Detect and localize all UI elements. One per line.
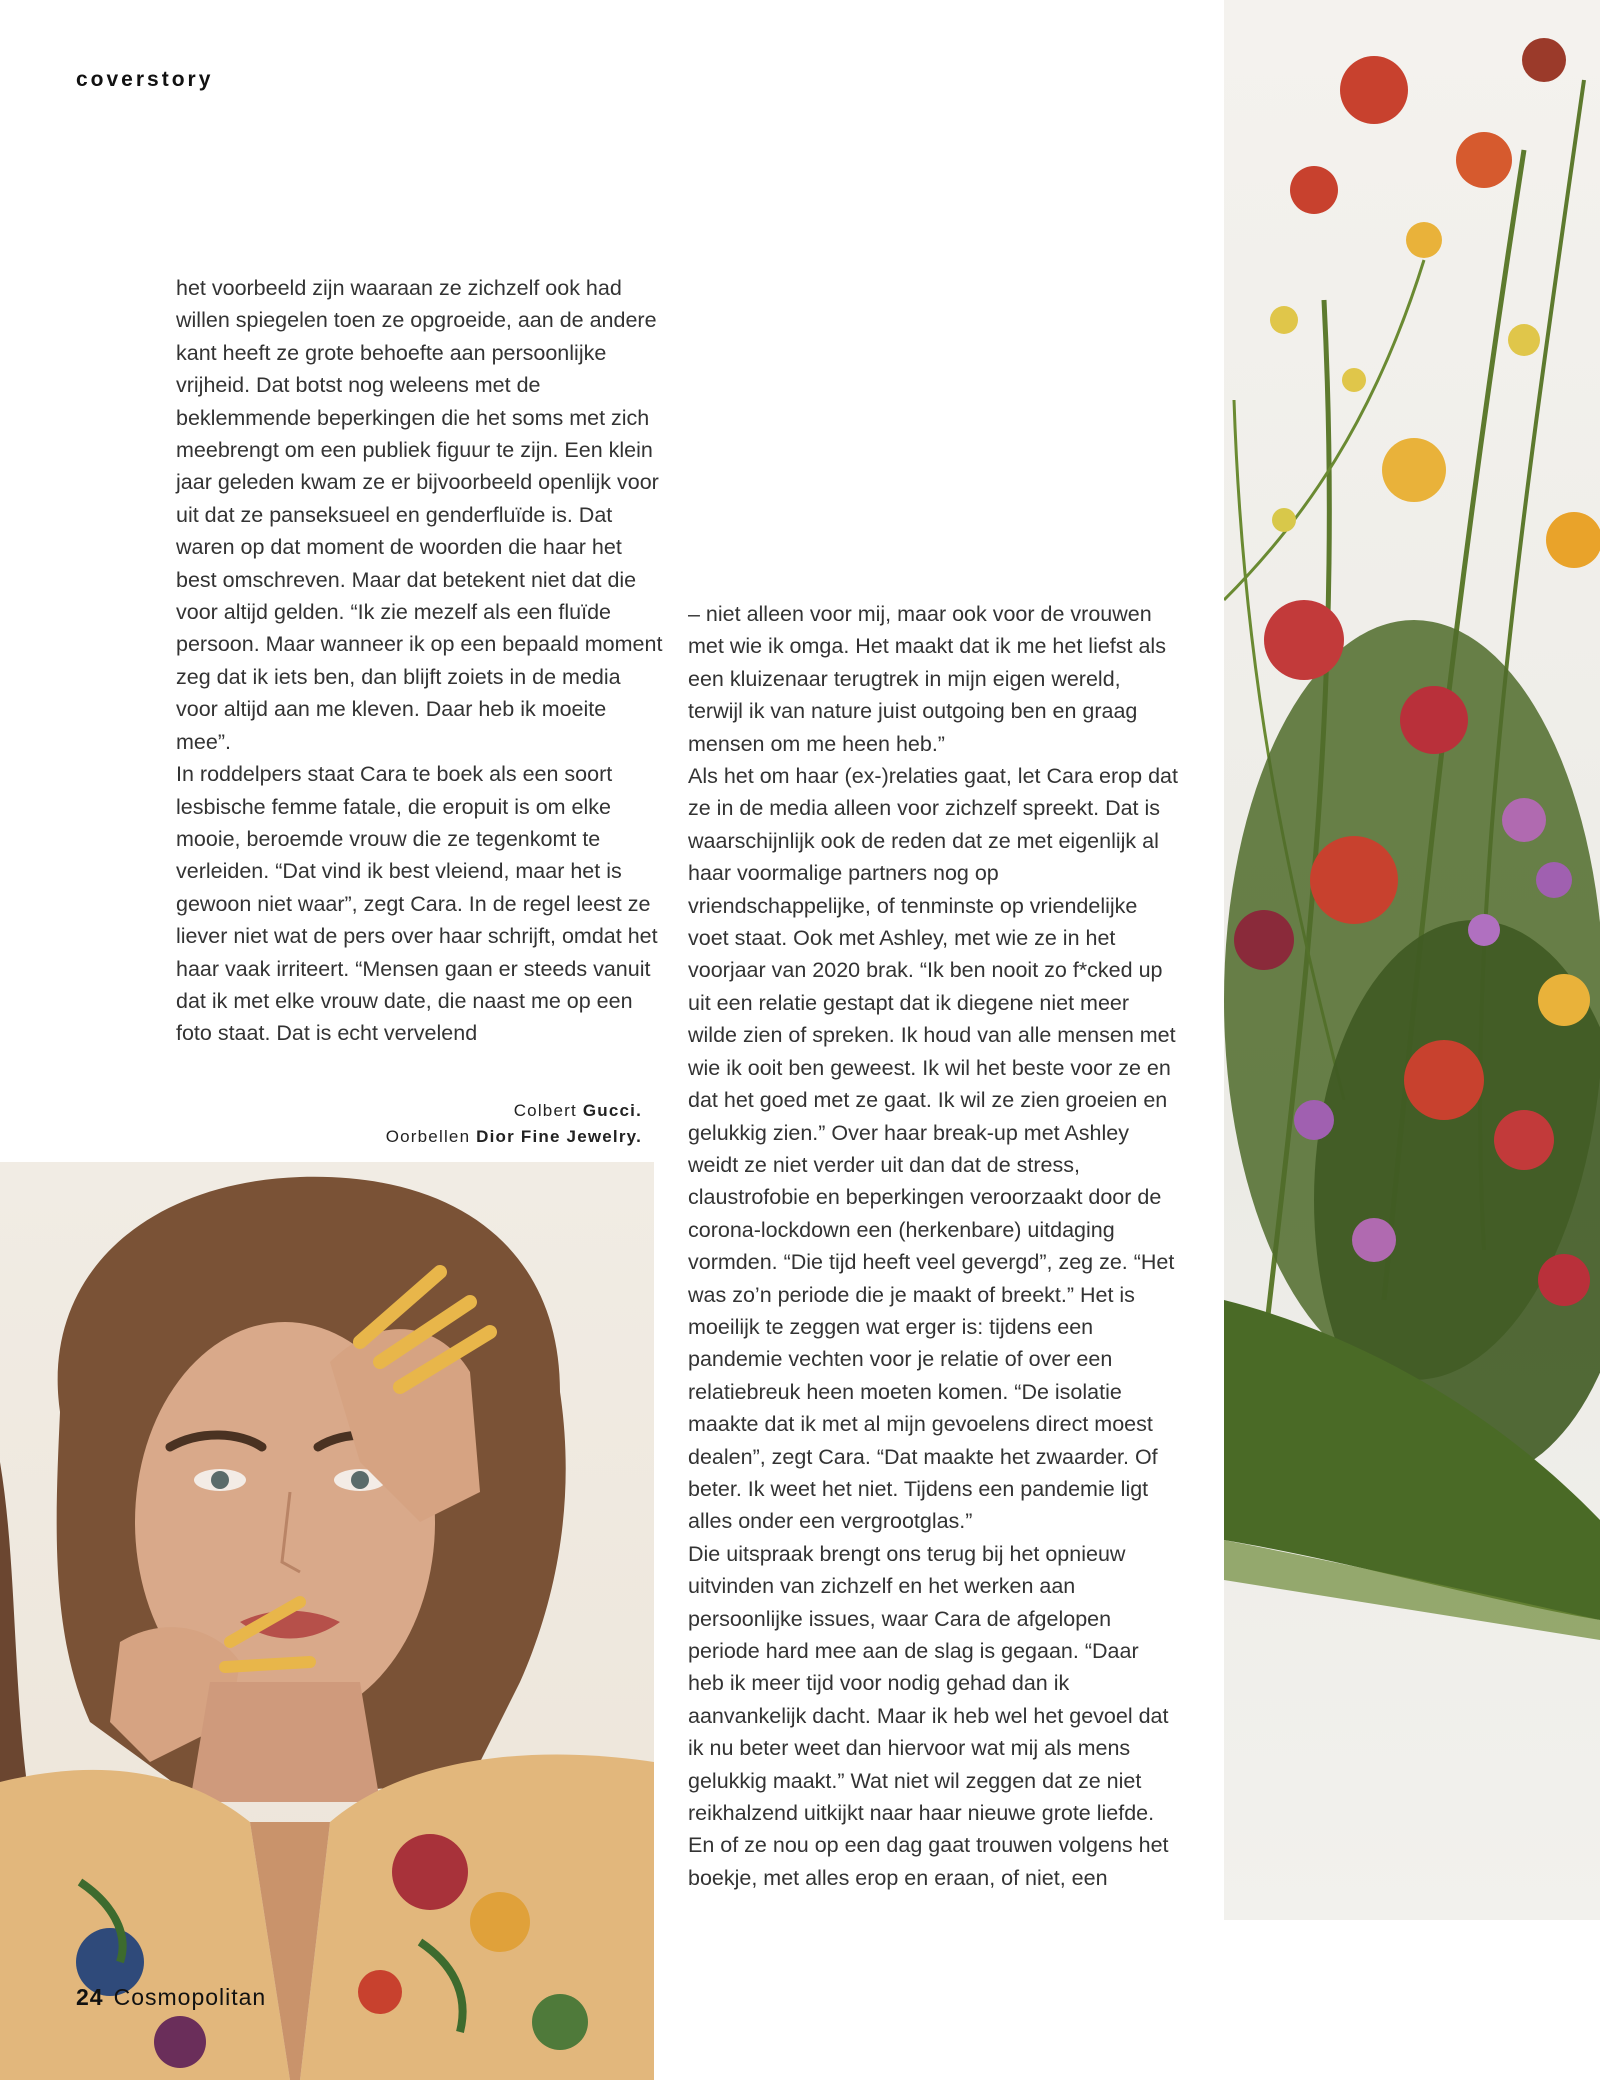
flower-arrangement-photo — [1224, 0, 1600, 1920]
article-column-left — [176, 272, 666, 1050]
article-column-right — [688, 598, 1180, 1894]
caption-line-jacket: Colbert Gucci. — [513, 1101, 642, 1120]
article-paragraph: het voorbeeld zijn waaraan ze zichzelf ook had willen spiegelen toen ze opgroeide, aan de andere kant heeft ze grote behoefte aan persoonlijke vrijheid. Dat botst nog weleens met de beklemmende beperkingen die het soms met zich meebrengt om een publiek figuur te zijn. Een klein jaar geleden kwam ze er bijvoorbeeld openlijk voor uit dat ze panseksueel en genderfluïde is. Dat waren op dat moment de woorden die haar het best omschreven. Maar dat betekent niet dat die voor altijd gelden. “Ik zie mezelf als een fluïde persoon. Maar wanneer ik op een bepaald moment zeg dat ik iets ben, dan blijft zoiets in de media voor altijd aan me kleven. Daar heb ik moeite mee”. — [176, 276, 663, 754]
page-number: 24 — [76, 1984, 104, 2010]
photo-credit-caption — [300, 1098, 642, 1150]
article-paragraph: Als het om haar (ex-)relaties gaat, let Cara erop dat ze in de media alleen voor zichzelf spreekt. Dat is waarschijnlijk ook de reden dat ze met eigenlijk al haar voormalige partners nog op vriendschappelijke, of tenminste op vriendelijke voet staat. Ook met Ashley, met wie ze in het voorjaar van 2020 brak. “Ik ben nooit zo f*cked up uit een relatie gestapt dat ik diegene niet meer wilde zien of spreken. Ik houd van alle mensen met wie ik ooit ben geweest. Ik wil het beste voor ze en dat het goed met ze gaat. Ik wil ze zien groeien en gelukkig zien.” Over haar break-up met Ashley weidt ze niet verder uit dan dat de stress, claustrofobie en beperkingen veroorzaakt door de corona-lockdown een (herkenbare) uitdaging vormden. “Die tijd heeft veel gevergd”, zeg ze. “Het was zo’n periode die je maakt of breekt.” Het is moeilijk te zeggen wat erger is: tijdens een pandemie vechten voor je relatie of over een relatiebreuk heen moeten komen. “De isolatie maakte dat ik met al mijn gevoelens direct moest dealen”, zegt Cara. “Dat maakte het zwaarder. Of beter. Ik weet het niet. Tijdens een pandemie ligt alles onder een vergrootglas.” — [688, 764, 1178, 1534]
caption-line-earrings: Oorbellen Dior Fine Jewelry. — [385, 1127, 642, 1146]
magazine-name: Cosmopolitan — [113, 1984, 267, 2010]
section-label: coverstory — [76, 68, 214, 91]
article-paragraph: Die uitspraak brengt ons terug bij het opnieuw uitvinden van zichzelf en het werken aan persoonlijke issues, waar Cara de afgelopen periode hard mee aan de slag is gegaan. “Daar heb ik meer tijd voor nodig gehad dan ik aanvankelijk dacht. Maar ik heb wel het gevoel dat ik nu beter weet dan hiervoor wat mij als mens gelukkig maakt.” Wat niet wil zeggen dat ze niet reikhalzend uitkijkt naar haar nieuwe grote liefde. En of ze nou op een dag gaat trouwen volgens het boekje, met alles erop en eraan, of niet, een — [688, 1541, 1169, 1890]
article-paragraph: In roddelpers staat Cara te boek als een soort lesbische femme fatale, die eropuit is om elke mooie, beroemde vrouw die ze tegenkomt te verleiden. “Dat vind ik best vleiend, maar het is gewoon niet waar”, zegt Cara. In de regel leest ze liever niet wat de pers over haar schrijft, omdat het haar vaak irriteert. “Mensen gaan er steeds vanuit dat ik met elke vrouw date, die naast me op een foto staat. Dat is echt vervelend — [176, 762, 658, 1046]
portrait-photo — [0, 1162, 654, 2080]
article-paragraph: – niet alleen voor mij, maar ook voor de vrouwen met wie ik omga. Het maakt dat ik me het liefst als een kluizenaar terugtrek in mijn eigen wereld, terwijl ik van nature juist outgoing ben en graag mensen om me heen heb.” — [688, 602, 1166, 756]
page-folio — [76, 1984, 266, 2011]
